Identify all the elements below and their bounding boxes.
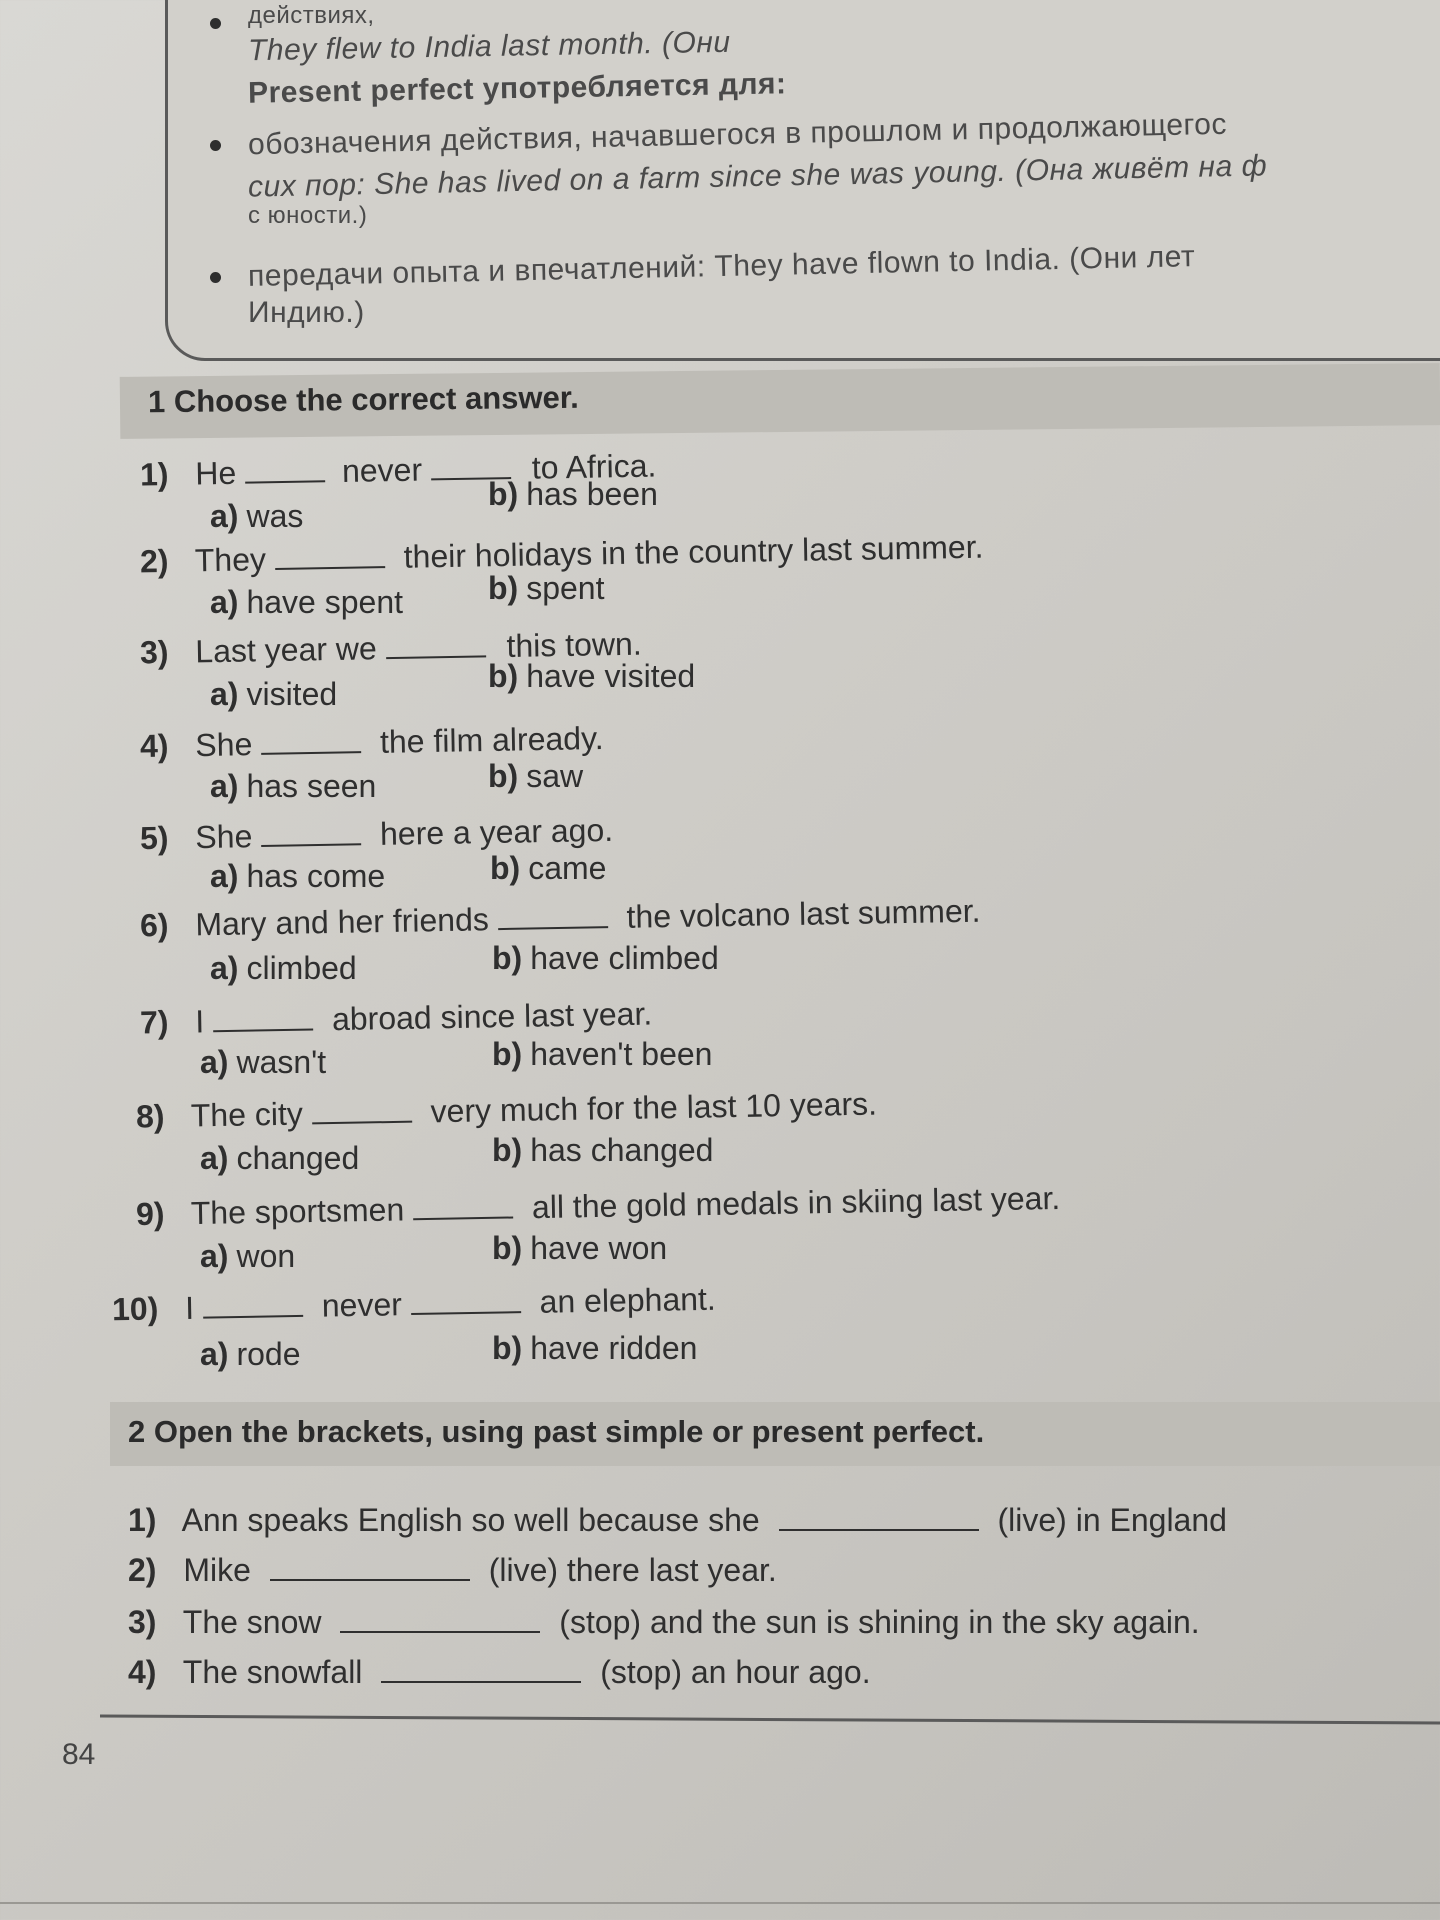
option-text: have climbed: [530, 940, 719, 976]
option-a[interactable]: [210, 498, 303, 535]
option-label: b): [492, 1330, 523, 1366]
option-text: have visited: [526, 658, 696, 694]
question-number: 1): [139, 456, 169, 493]
answer-blank[interactable]: [498, 922, 608, 930]
option-a[interactable]: [200, 1044, 326, 1081]
question-number: 3): [139, 633, 169, 671]
option-label: a): [210, 858, 239, 894]
option-b[interactable]: [488, 476, 658, 513]
option-b[interactable]: [492, 1036, 712, 1073]
option-a[interactable]: [210, 676, 337, 713]
option-text: visited: [246, 676, 338, 712]
question-number: 3): [128, 1604, 157, 1640]
option-b[interactable]: [492, 940, 719, 977]
option-label: a): [200, 1044, 229, 1080]
question-text: I: [184, 1289, 195, 1326]
rule-bullet2-line1: передачи опыта и впечатлений: They have flown to India. (Они лет: [247, 240, 1196, 293]
option-text: saw: [526, 758, 584, 794]
exercise2-question-1: [128, 1502, 1227, 1539]
option-label: b): [492, 1036, 523, 1072]
option-label: b): [488, 476, 519, 512]
question-text: The city: [190, 1095, 304, 1134]
option-label: a): [210, 768, 239, 804]
question-text: Mary and her friends: [195, 901, 490, 943]
option-label: a): [210, 950, 239, 986]
option-label: b): [490, 850, 521, 886]
exercise2-title: 2 Open the brackets, using past simple or present perfect.: [128, 1414, 985, 1449]
question-text: to Africa.: [531, 447, 657, 486]
option-a[interactable]: [200, 1140, 359, 1177]
question-text: The sportsmen: [190, 1191, 405, 1232]
option-label: b): [488, 758, 519, 794]
option-text: has come: [246, 858, 386, 894]
option-text: has seen: [246, 768, 377, 804]
exercise1-question-8: [136, 1086, 878, 1136]
option-b[interactable]: [492, 1330, 697, 1367]
question-text: Last year we: [195, 630, 378, 670]
option-label: a): [200, 1336, 229, 1372]
question-text: The snow: [182, 1604, 322, 1640]
option-a[interactable]: [200, 1336, 301, 1373]
option-text: spent: [526, 570, 605, 606]
rule-present-perfect-heading: Present perfect употребляется для:: [247, 67, 787, 110]
question-text: They: [194, 541, 267, 579]
question-number: 8): [135, 1097, 165, 1135]
question-text: Mike: [183, 1552, 251, 1588]
answer-blank[interactable]: [270, 1575, 470, 1581]
answer-blank[interactable]: [245, 476, 325, 483]
rule-bullet1-line3: с юности.): [248, 202, 368, 229]
answer-blank[interactable]: [213, 1024, 313, 1032]
question-text: She: [195, 726, 253, 764]
option-text: climbed: [246, 950, 357, 986]
answer-blank[interactable]: [275, 562, 385, 570]
question-number: 2): [128, 1552, 157, 1588]
question-text: all the gold medals in skiing last year.: [531, 1179, 1061, 1226]
question-number: 9): [135, 1195, 165, 1233]
option-text: rode: [236, 1336, 301, 1372]
rule-bullet2-line2: Индию.): [248, 296, 365, 329]
option-label: b): [488, 658, 519, 694]
option-label: a): [200, 1140, 229, 1176]
question-number: 5): [139, 819, 169, 857]
answer-blank[interactable]: [261, 747, 361, 755]
exercise1-question-6: [140, 893, 981, 945]
option-b[interactable]: [492, 1132, 713, 1169]
option-text: have won: [530, 1230, 668, 1266]
question-text: this town.: [506, 625, 642, 664]
question-text: very much for the last 10 years.: [430, 1085, 878, 1130]
exercise2-question-3: [128, 1604, 1200, 1641]
bullet-icon: [210, 140, 221, 151]
question-text: here a year ago.: [379, 811, 614, 852]
question-text: the film already.: [379, 719, 604, 760]
option-label: a): [210, 498, 239, 534]
option-a[interactable]: [210, 584, 403, 621]
rule-example-past: They flew to India last month. (Они: [247, 25, 731, 68]
question-text: The snowfall: [182, 1654, 363, 1690]
question-text: I: [195, 1003, 205, 1040]
question-text: an elephant.: [539, 1280, 717, 1320]
answer-blank[interactable]: [411, 1307, 521, 1315]
question-text: Ann speaks English so well because she: [181, 1502, 760, 1538]
question-text: never: [321, 1286, 403, 1324]
option-text: has been: [526, 476, 658, 512]
option-a[interactable]: [210, 858, 385, 895]
option-label: b): [488, 570, 519, 606]
option-text: have ridden: [530, 1330, 698, 1366]
option-text: haven't been: [530, 1036, 713, 1072]
page-number: 84: [62, 1738, 96, 1771]
bullet-icon: [210, 18, 221, 29]
question-text: He: [195, 454, 237, 492]
option-b[interactable]: [490, 850, 606, 887]
exercise2-question-2: [128, 1552, 777, 1589]
option-text: won: [236, 1238, 296, 1274]
exercise1-question-7: [140, 996, 653, 1042]
rule-bullet1-line1: обозначения действия, начавшегося в прошлом и продолжающегос: [247, 107, 1228, 162]
option-text: have spent: [246, 584, 404, 620]
question-text: (stop) an hour ago.: [600, 1654, 871, 1690]
question-text: abroad since last year.: [331, 995, 653, 1038]
question-number: 4): [139, 727, 169, 765]
answer-blank[interactable]: [413, 1212, 513, 1220]
question-text: (live) there last year.: [488, 1552, 777, 1588]
option-label: b): [492, 1230, 523, 1266]
answer-blank[interactable]: [381, 1677, 581, 1683]
option-a[interactable]: [210, 768, 376, 805]
question-text: (stop) and the sun is shining in the sky again.: [559, 1604, 1200, 1640]
option-text: wasn't: [236, 1044, 327, 1080]
question-number: 2): [139, 542, 169, 580]
bullet-icon: [210, 272, 221, 283]
page-bottom-edge: [0, 1902, 1440, 1904]
question-text: (live) in England: [997, 1502, 1227, 1538]
exercise1-title: 1 Choose the correct answer.: [147, 379, 579, 420]
option-text: has changed: [530, 1132, 714, 1168]
question-text: She: [195, 818, 253, 856]
answer-blank[interactable]: [386, 651, 486, 659]
option-b[interactable]: [492, 1230, 667, 1267]
exercise1-question-10: [112, 1281, 716, 1329]
exercise2-question-4: [128, 1654, 871, 1691]
option-b[interactable]: [488, 758, 583, 795]
question-text: the volcano last summer.: [626, 892, 981, 935]
option-label: a): [200, 1238, 229, 1274]
option-a[interactable]: [200, 1238, 295, 1275]
option-label: a): [210, 676, 239, 712]
question-number: 4): [128, 1654, 157, 1690]
option-label: b): [492, 940, 523, 976]
answer-blank[interactable]: [203, 1311, 303, 1319]
question-text: never: [341, 451, 423, 489]
question-number: 7): [139, 1003, 169, 1041]
answer-blank[interactable]: [312, 1117, 412, 1125]
rule-bullet1-line2: сих пор: She has lived on a farm since she was young. (Она живёт на ф: [247, 149, 1268, 204]
question-text: their holidays in the country last summer.: [403, 528, 984, 575]
exercise1-question-9: [136, 1180, 1061, 1233]
question-number: 6): [139, 906, 169, 944]
option-text: was: [246, 498, 304, 534]
rule-text-top: действиях,: [248, 2, 375, 29]
answer-blank[interactable]: [779, 1525, 979, 1531]
question-number: 1): [128, 1502, 157, 1538]
question-number: 10): [111, 1290, 159, 1328]
footer-divider: [100, 1714, 1440, 1724]
option-text: changed: [236, 1140, 360, 1176]
option-label: a): [210, 584, 239, 620]
option-text: came: [528, 850, 607, 886]
option-b[interactable]: [488, 658, 695, 695]
option-label: b): [492, 1132, 523, 1168]
answer-blank[interactable]: [261, 839, 361, 847]
answer-blank[interactable]: [340, 1627, 540, 1633]
option-a[interactable]: [210, 950, 357, 987]
option-b[interactable]: [488, 570, 604, 607]
